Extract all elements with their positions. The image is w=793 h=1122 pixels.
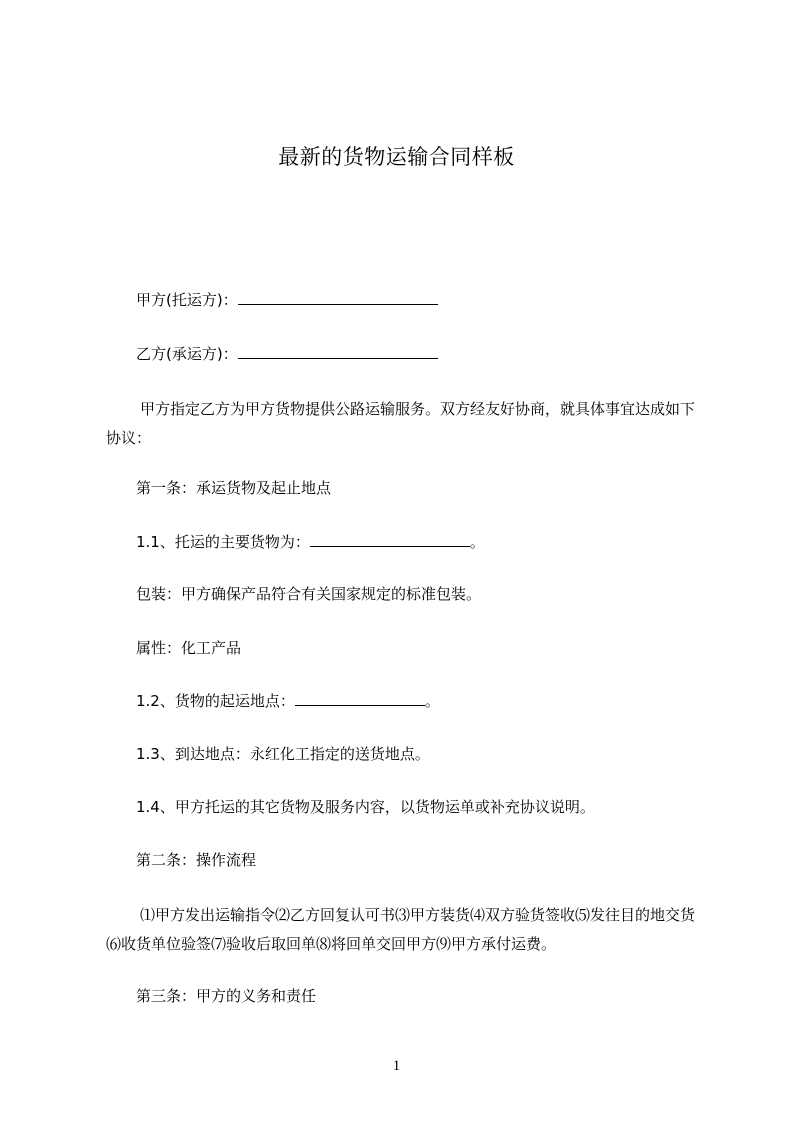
clause-1-1-end: 。 bbox=[469, 533, 485, 551]
clause-1-2 bbox=[136, 691, 440, 711]
clause-1-2-end: 。 bbox=[424, 692, 440, 710]
intro-text: 甲方指定乙方为甲方货物提供公路运输服务。双方经友好协商，就具体事宜达成如下协议： bbox=[106, 400, 696, 447]
clause-1-1 bbox=[136, 532, 485, 552]
party-a-line bbox=[136, 290, 438, 310]
article-3-heading: 第三条：甲方的义务和责任 bbox=[136, 987, 317, 1005]
document-title: 最新的货物运输合同样板 bbox=[278, 145, 515, 169]
party-b-blank bbox=[238, 344, 438, 359]
intro-paragraph bbox=[106, 395, 702, 453]
clause-1-2-label: 1.2、货物的起运地点： bbox=[136, 692, 295, 710]
party-a-label: 甲方(托运方)： bbox=[136, 291, 238, 309]
clause-1-2-blank bbox=[295, 691, 425, 706]
party-a-blank bbox=[238, 290, 438, 305]
process-text: ⑴甲方发出运输指令⑵乙方回复认可书⑶甲方装货⑷双方验货签收⑸发往目的地交货⑹收货单位验签⑺验收后取回单⑻将回单交回甲方⑼甲方承付运费。 bbox=[106, 906, 696, 953]
process-paragraph bbox=[106, 901, 702, 959]
party-b-line bbox=[136, 344, 438, 364]
clause-1-4: 1.4、甲方托运的其它货物及服务内容，以货物运单或补充协议说明。 bbox=[136, 798, 595, 816]
clause-1-1-blank bbox=[310, 532, 470, 547]
attribute-line: 属性：化工产品 bbox=[136, 639, 242, 657]
party-b-label: 乙方(承运方)： bbox=[136, 345, 238, 363]
article-2-heading: 第二条：操作流程 bbox=[136, 851, 257, 869]
clause-1-1-label: 1.1、托运的主要货物为： bbox=[136, 533, 310, 551]
page-number: 1 bbox=[392, 1058, 401, 1074]
clause-1-3: 1.3、到达地点：永红化工指定的送货地点。 bbox=[136, 745, 430, 763]
article-1-heading: 第一条：承运货物及起止地点 bbox=[136, 479, 332, 497]
packaging-line: 包装：甲方确保产品符合有关国家规定的标准包装。 bbox=[136, 585, 482, 603]
